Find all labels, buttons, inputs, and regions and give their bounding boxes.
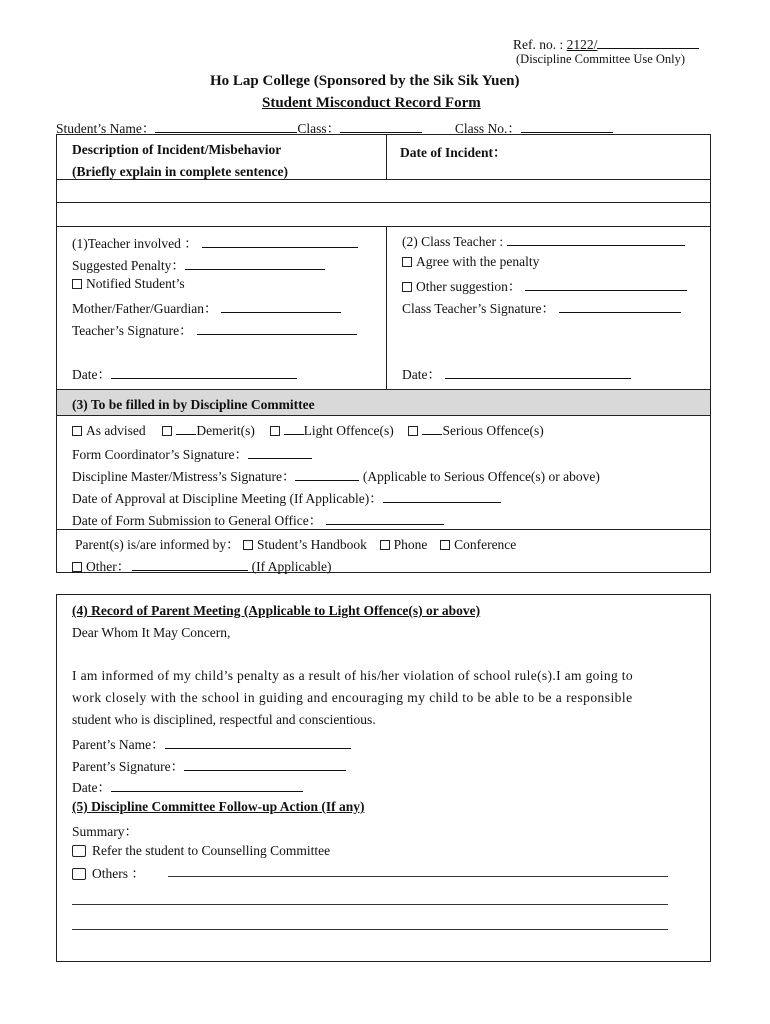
parent-signature-field[interactable] bbox=[184, 758, 346, 771]
parent-name-field[interactable] bbox=[165, 736, 351, 749]
refer-label: Refer the student to Counselling Committee bbox=[92, 843, 331, 858]
class-teacher-signature-field[interactable] bbox=[559, 300, 681, 313]
teacher-signature-field[interactable] bbox=[197, 322, 357, 335]
section5-title: (5) Discipline Committee Follow-up Action (If any) bbox=[72, 799, 365, 814]
desc-heading-2: (Briefly explain in complete sentence) bbox=[72, 164, 288, 179]
s2-date-row bbox=[402, 363, 631, 383]
phone-checkbox[interactable] bbox=[380, 540, 390, 550]
master-label: Discipline Master/Mistress’s Signature： bbox=[72, 469, 296, 484]
agree-checkbox[interactable] bbox=[402, 257, 412, 267]
teacher-involved-field[interactable] bbox=[202, 235, 358, 248]
other-suggestion-label: Other suggestion： bbox=[416, 279, 522, 294]
approval-row bbox=[72, 487, 501, 507]
suggested-penalty-field[interactable] bbox=[185, 257, 325, 270]
top-divider bbox=[386, 134, 387, 179]
parent-name-row bbox=[72, 733, 351, 753]
other-informed-row bbox=[72, 555, 331, 575]
s1-date-field[interactable] bbox=[111, 366, 297, 379]
parent-date-row bbox=[72, 776, 303, 796]
others-line-1[interactable] bbox=[168, 876, 668, 877]
submission-label: Date of Form Submission to General Office： bbox=[72, 513, 323, 528]
other-informed-label: Other： bbox=[86, 559, 131, 574]
others-checkbox[interactable] bbox=[72, 868, 86, 880]
serious-offence-checkbox[interactable] bbox=[408, 426, 418, 436]
ref-line[interactable] bbox=[597, 36, 699, 49]
informed-row bbox=[75, 533, 516, 553]
other-informed-checkbox[interactable] bbox=[72, 562, 82, 572]
light-offence-checkbox[interactable] bbox=[270, 426, 280, 436]
suggested-penalty-row bbox=[72, 254, 325, 274]
section3-title: (3) To be filled in by Discipline Committee bbox=[72, 397, 315, 412]
s2-date-label: Date： bbox=[402, 367, 441, 382]
refer-row bbox=[72, 843, 330, 859]
approval-label: Date of Approval at Discipline Meeting (If Applicable)： bbox=[72, 491, 383, 506]
class-no-field[interactable] bbox=[521, 120, 613, 133]
suggested-penalty-label: Suggested Penalty： bbox=[72, 258, 185, 273]
class-label: Class： bbox=[297, 121, 341, 136]
demerit-checkbox[interactable] bbox=[162, 426, 172, 436]
conference-label: Conference bbox=[454, 537, 517, 552]
s1-date-row bbox=[72, 363, 297, 383]
light-offence-count[interactable] bbox=[284, 422, 304, 435]
other-suggestion-row bbox=[402, 275, 687, 295]
notified-row bbox=[72, 276, 185, 292]
statement-line-2: work closely with the school in guiding and encouraging my child to be able to be a responsible bbox=[72, 690, 633, 705]
other-suggestion-checkbox[interactable] bbox=[402, 282, 412, 292]
notified-checkbox[interactable] bbox=[72, 279, 82, 289]
submission-field[interactable] bbox=[326, 512, 444, 525]
demerit-count[interactable] bbox=[176, 422, 196, 435]
parent-signature-label: Parent’s Signature： bbox=[72, 759, 185, 774]
teacher-involved-row bbox=[72, 232, 358, 252]
class-field[interactable] bbox=[340, 120, 422, 133]
summary-label: Summary： bbox=[72, 824, 138, 839]
class-teacher-field[interactable] bbox=[507, 233, 685, 246]
teacher-signature-label: Teacher’s Signature： bbox=[72, 323, 193, 338]
others-label: Others ： bbox=[92, 866, 145, 881]
teacher-involved-label: (1)Teacher involved ： bbox=[72, 236, 198, 251]
as-advised-checkbox[interactable] bbox=[72, 426, 82, 436]
other-suggestion-field[interactable] bbox=[525, 278, 687, 291]
guardian-row bbox=[72, 297, 341, 317]
applicable-serious-label: (Applicable to Serious Offence(s) or above) bbox=[362, 469, 600, 484]
phone-label: Phone bbox=[393, 537, 428, 552]
parent-name-label: Parent’s Name： bbox=[72, 737, 165, 752]
student-name-field[interactable] bbox=[155, 120, 297, 133]
class-teacher-row bbox=[402, 233, 685, 250]
form-title: Student Misconduct Record Form bbox=[262, 95, 481, 111]
if-applicable-label: (If Applicable) bbox=[251, 559, 332, 574]
mid-divider bbox=[386, 226, 387, 389]
agree-label: Agree with the penalty bbox=[416, 254, 540, 269]
handbook-checkbox[interactable] bbox=[243, 540, 253, 550]
penalty-options-row bbox=[72, 422, 544, 439]
informed-label: Parent(s) is/are informed by： bbox=[75, 537, 240, 552]
parent-date-label: Date： bbox=[72, 780, 111, 795]
class-teacher-signature-row bbox=[402, 297, 681, 317]
teacher-signature-row bbox=[72, 319, 357, 339]
serious-offence-count[interactable] bbox=[422, 422, 442, 435]
serious-offence-label: Serious Offence(s) bbox=[442, 423, 544, 438]
s2-date-field[interactable] bbox=[445, 366, 631, 379]
statement-line-3: student who is disciplined, respectful and conscientious. bbox=[72, 712, 376, 727]
school-name: Ho Lap College (Sponsored by the Sik Sik Yuen) bbox=[210, 73, 520, 89]
coordinator-label: Form Coordinator’s Signature： bbox=[72, 447, 248, 462]
salutation: Dear Whom It May Concern, bbox=[72, 625, 231, 640]
submission-row bbox=[72, 509, 444, 529]
class-teacher-signature-label: Class Teacher’s Signature： bbox=[402, 301, 556, 316]
approval-field[interactable] bbox=[383, 490, 501, 503]
others-line-2[interactable] bbox=[72, 904, 668, 905]
ref-label-text: Ref. no. : bbox=[513, 37, 564, 52]
other-informed-field[interactable] bbox=[132, 558, 248, 571]
ref-value: 2122/ bbox=[566, 37, 598, 52]
master-row bbox=[72, 465, 600, 485]
student-name-label: Student’s Name： bbox=[56, 121, 156, 136]
section4-title: (4) Record of Parent Meeting (Applicable to Light Offence(s) or above) bbox=[72, 603, 481, 618]
others-line-3[interactable] bbox=[72, 929, 668, 930]
master-field[interactable] bbox=[295, 468, 359, 481]
refer-checkbox[interactable] bbox=[72, 845, 86, 857]
statement-line-1: I am informed of my child’s penalty as a result of his/her violation of school rule(s).I am going to bbox=[72, 668, 634, 683]
parent-signature-row bbox=[72, 755, 346, 775]
class-teacher-label: (2) Class Teacher : bbox=[402, 234, 504, 249]
others-row bbox=[72, 862, 145, 882]
class-no-label: Class No.： bbox=[454, 121, 521, 136]
demerit-label: Demerit(s) bbox=[196, 423, 255, 438]
coordinator-row bbox=[72, 443, 312, 463]
as-advised-label: As advised bbox=[86, 423, 146, 438]
guardian-label: Mother/Father/Guardian： bbox=[72, 301, 218, 316]
agree-row bbox=[402, 254, 539, 270]
desc-heading-1: Description of Incident/Misbehavior bbox=[72, 142, 282, 157]
date-of-incident-label: Date of Incident： bbox=[400, 145, 507, 160]
handbook-label: Student’s Handbook bbox=[256, 537, 367, 552]
notified-label: Notified Student’s bbox=[86, 276, 185, 291]
ref-label bbox=[513, 36, 699, 53]
parent-date-field[interactable] bbox=[111, 779, 303, 792]
guardian-field[interactable] bbox=[221, 300, 341, 313]
main-table bbox=[56, 134, 711, 573]
coordinator-field[interactable] bbox=[248, 446, 312, 459]
light-offence-label: Light Offence(s) bbox=[303, 423, 394, 438]
ref-note: (Discipline Committee Use Only) bbox=[516, 52, 686, 66]
s1-date-label: Date： bbox=[72, 367, 111, 382]
conference-checkbox[interactable] bbox=[440, 540, 450, 550]
